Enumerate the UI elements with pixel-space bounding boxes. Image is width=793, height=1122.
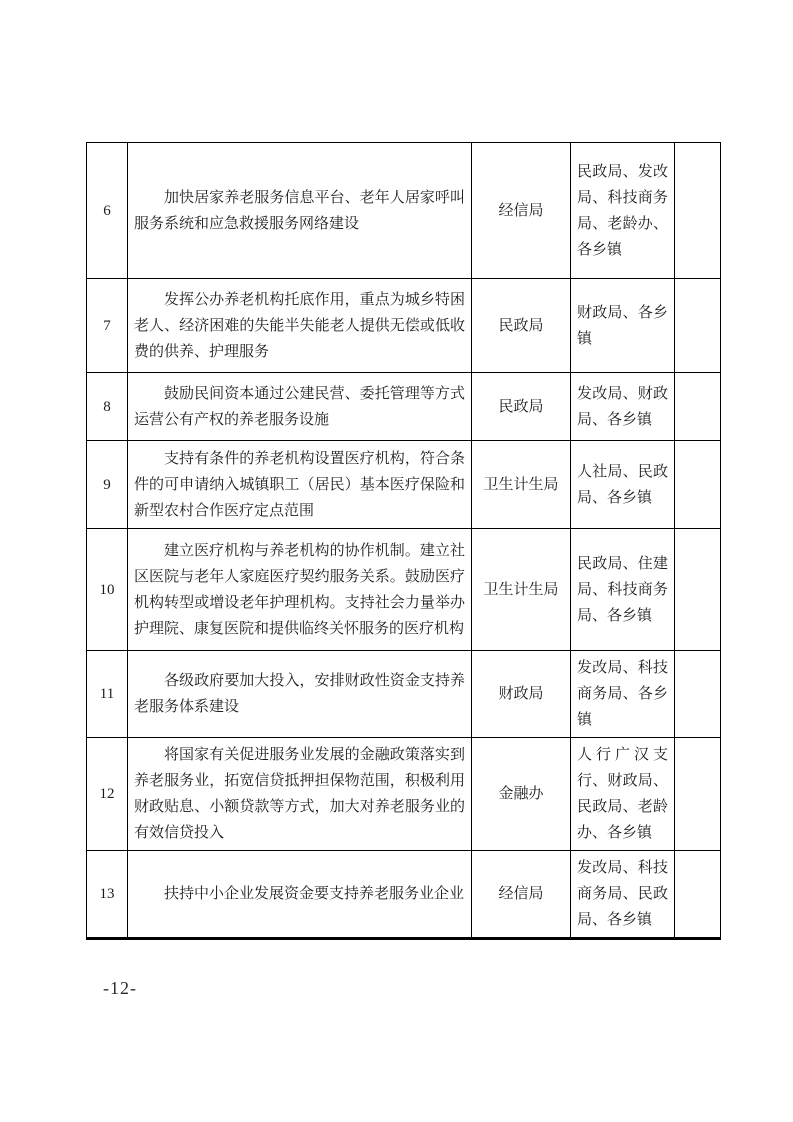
task-description-cell: 建立医疗机构与养老机构的协作机制。建立社区医院与老年人家庭医疗契约服务关系。鼓励医疗机构转型或增设老年护理机构。支持社会力量举办护理院、康复医院和提供临终关怀服务的医疗机构 (128, 529, 472, 651)
row-number-cell: 10 (87, 529, 128, 651)
cooperating-depts-cell: 人社局、民政局、各乡镇 (571, 441, 675, 529)
task-description-cell: 各级政府要加大投入，安排财政性资金支持养老服务体系建设 (128, 651, 472, 738)
responsible-dept-cell: 民政局 (472, 373, 571, 441)
table-row (87, 441, 721, 529)
cooperating-depts-cell: 民政局、住建局、科技商务局、各乡镇 (571, 529, 675, 651)
cooperating-depts-cell: 发改局、科技商务局、民政局、各乡镇 (571, 851, 675, 939)
responsible-dept-cell: 经信局 (472, 851, 571, 939)
task-assignment-table (86, 142, 721, 940)
responsible-dept-cell: 卫生计生局 (472, 441, 571, 529)
cooperating-depts-cell: 财政局、各乡镇 (571, 279, 675, 373)
task-description-cell: 发挥公办养老机构托底作用，重点为城乡特困老人、经济困难的失能半失能老人提供无偿或低收费的供养、护理服务 (128, 279, 472, 373)
responsible-dept-cell: 民政局 (472, 279, 571, 373)
remark-cell (675, 279, 721, 373)
remark-cell (675, 441, 721, 529)
row-number-cell: 9 (87, 441, 128, 529)
task-description-cell: 扶持中小企业发展资金要支持养老服务业企业 (128, 851, 472, 939)
remark-cell (675, 651, 721, 738)
table-row (87, 651, 721, 738)
row-number-cell: 7 (87, 279, 128, 373)
remark-cell (675, 529, 721, 651)
row-number-cell: 8 (87, 373, 128, 441)
page-number: -12- (103, 978, 137, 998)
task-description-cell: 支持有条件的养老机构设置医疗机构，符合条件的可申请纳入城镇职工（居民）基本医疗保险和新型农村合作医疗定点范围 (128, 441, 472, 529)
table-row (87, 738, 721, 851)
table-row (87, 373, 721, 441)
task-description-cell: 鼓励民间资本通过公建民营、委托管理等方式运营公有产权的养老服务设施 (128, 373, 472, 441)
cooperating-depts-cell: 民政局、发改局、科技商务局、老龄办、各乡镇 (571, 143, 675, 279)
responsible-dept-cell: 经信局 (472, 143, 571, 279)
table-row (87, 851, 721, 939)
cooperating-depts-cell: 人行广汉支行、财政局、民政局、老龄办、各乡镇 (571, 738, 675, 851)
responsible-dept-cell: 财政局 (472, 651, 571, 738)
table-row (87, 529, 721, 651)
responsible-dept-cell: 卫生计生局 (472, 529, 571, 651)
row-number-cell: 12 (87, 738, 128, 851)
row-number-cell: 6 (87, 143, 128, 279)
task-description-cell: 将国家有关促进服务业发展的金融政策落实到养老服务业，拓宽信贷抵押担保物范围，积极利用财政贴息、小额贷款等方式，加大对养老服务业的有效信贷投入 (128, 738, 472, 851)
responsible-dept-cell: 金融办 (472, 738, 571, 851)
remark-cell (675, 738, 721, 851)
remark-cell (675, 143, 721, 279)
table-row (87, 279, 721, 373)
remark-cell (675, 373, 721, 441)
table-row (87, 143, 721, 279)
cooperating-depts-cell: 发改局、财政局、各乡镇 (571, 373, 675, 441)
row-number-cell: 13 (87, 851, 128, 939)
remark-cell (675, 851, 721, 939)
task-description-cell: 加快居家养老服务信息平台、老年人居家呼叫服务系统和应急救援服务网络建设 (128, 143, 472, 279)
cooperating-depts-cell: 发改局、科技商务局、各乡镇 (571, 651, 675, 738)
row-number-cell: 11 (87, 651, 128, 738)
